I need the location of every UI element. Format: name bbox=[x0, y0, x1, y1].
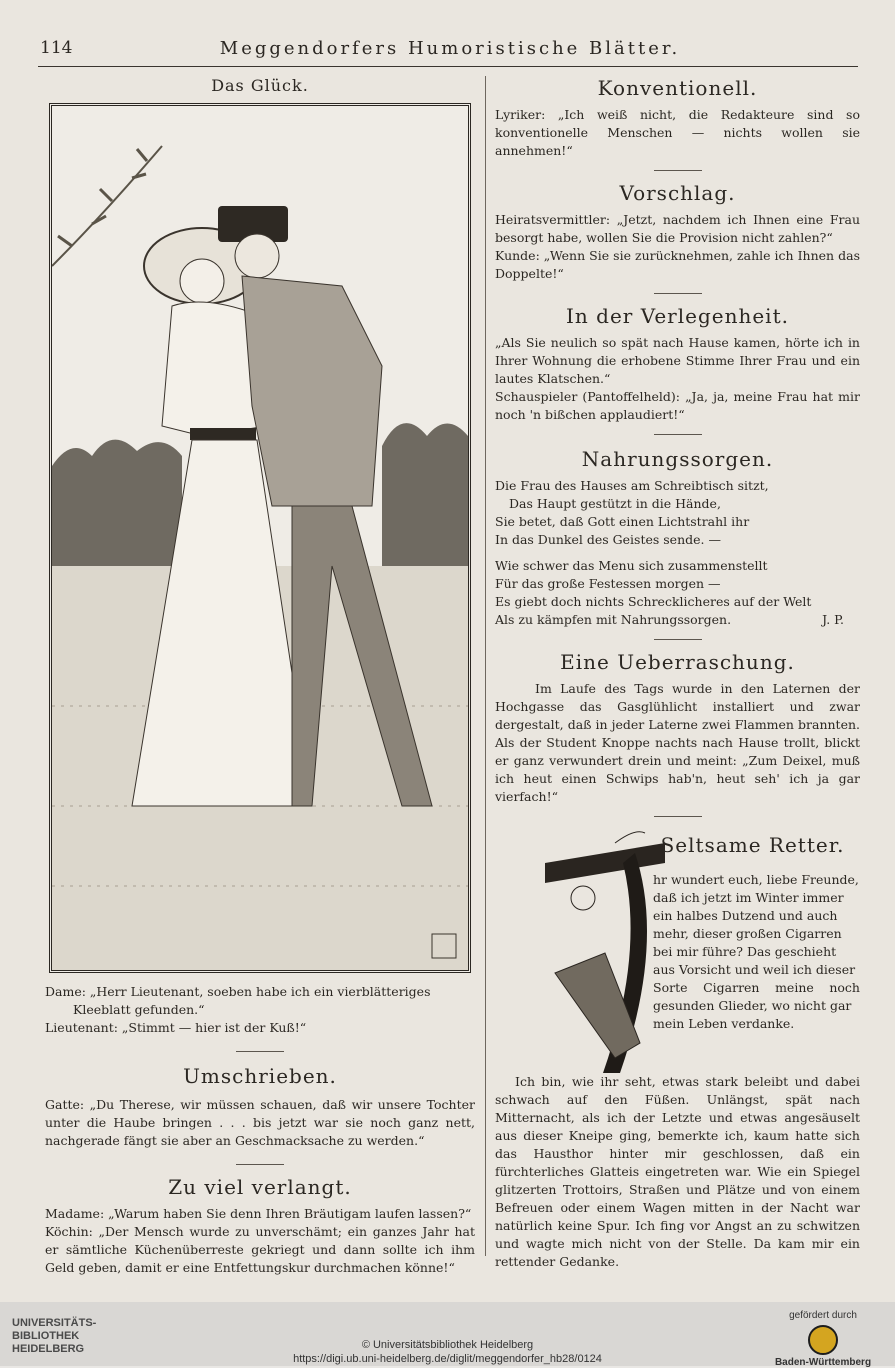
vorschlag-vermittler: Heiratsvermittler: „Jetzt, nachdem ich Ihnen eine Frau besorgt habe, wollen Sie die Provision nicht zahlen?“ bbox=[495, 212, 860, 245]
retter-text: Ich bin, wie ihr seht, etwas stark beleibt und dabei schwach auf den Füßen. Unlängst, spät nach Mitternacht, als ich der Letzte und etwas angesäuselt aus dieser Kneipe ging, bemerkte ich, kaum hatte sich das Hausthor hinter mir geschlossen, daß ein fürchterliches Glatteis eingetreten war. Wie ein Spiegel glitzerten Trottoirs, Straßen und Plätze und von einem Befreuen oder einem Wagen mitten in der Nacht war natürlich keine Spur. Ich fing vor Angst an zu schwitzen und wagte mich nicht von der Stelle. Da kam mir ein rettender Gedanke. bbox=[495, 1074, 860, 1269]
coat-of-arms-icon bbox=[808, 1325, 838, 1355]
verlangt-madame: Madame: „Warum haben Sie denn Ihren Bräutigam laufen lassen?“ bbox=[45, 1206, 472, 1221]
journal-title: Meggendorfers Humoristische Blätter. bbox=[219, 38, 681, 59]
couple-illustration bbox=[52, 106, 468, 970]
poem-line: Als zu kämpfen mit Nahrungssorgen. bbox=[495, 612, 732, 627]
column-divider bbox=[485, 76, 486, 1256]
retter-title: Seltsame Retter. bbox=[660, 833, 845, 857]
page-header bbox=[40, 38, 860, 62]
nahrung-title: Nahrungssorgen. bbox=[581, 447, 774, 471]
caption-dame: Dame: „Herr Lieutenant, soeben habe ich ein vierblätteriges bbox=[45, 984, 431, 999]
poem-line: Wie schwer das Menu sich zusammenstellt bbox=[495, 558, 768, 573]
kiss-illustration bbox=[49, 103, 471, 973]
verlangt-title: Zu viel verlangt. bbox=[168, 1175, 352, 1199]
poem-signature: J. P. bbox=[822, 612, 844, 627]
retter-line: Sorte Cigarren meine noch gesunden Glieder, wo nicht gar bbox=[653, 980, 860, 1013]
retter-line: daß ich jetzt im Winter immer bbox=[653, 890, 844, 905]
caption-lieutenant: Lieutenant: „Stimmt — hier ist der Kuß!“ bbox=[45, 1020, 307, 1035]
konv-title: Konventionell. bbox=[597, 76, 758, 100]
vorschlag-kunde: Kunde: „Wenn Sie sie zurücknehmen, zahle ich Ihnen das Doppelte!“ bbox=[495, 248, 860, 281]
copyright-text: © Universitätsbibliothek Heidelberg bbox=[361, 1339, 534, 1351]
source-url[interactable]: https://digi.ub.uni-heidelberg.de/diglit/meggendorfer_hb28/0124 bbox=[293, 1353, 602, 1365]
ueber-title: Eine Ueberraschung. bbox=[560, 650, 795, 674]
footer-copyright bbox=[0, 1338, 895, 1366]
umschrieben-text: Gatte: „Du Therese, wir müssen schauen, daß wir unsere Tochter unter die Haube bringen . . . bis jetzt war sie noch ganz nett, nachgerade fängt sie aber an Geschmacksache zu werden.“ bbox=[45, 1097, 475, 1148]
vorschlag-title: Vorschlag. bbox=[619, 181, 736, 205]
retter-line: bei mir führe? Das geschieht bbox=[653, 944, 837, 959]
retter-block bbox=[495, 823, 860, 1073]
verlegen-text-2: Schauspieler (Pantoffelheld): „Ja, ja, meine Frau hat mir noch 'n bißchen applaudiert!“ bbox=[495, 389, 860, 422]
verlegen-text-1: „Als Sie neulich so spät nach Hause kamen, hörte ich in Ihrer Wohnung die erhobene Stimme Ihrer Frau und ein lautes Klatschen.“ bbox=[495, 335, 860, 386]
glueck-title: Das Glück. bbox=[211, 76, 309, 95]
retter-wrap-text bbox=[653, 871, 860, 1033]
state-text: Baden-Württemberg bbox=[774, 1357, 872, 1368]
retter-line: mein Leben verdanke. bbox=[653, 1016, 795, 1031]
right-column bbox=[495, 76, 860, 1271]
footer-bar bbox=[0, 1302, 895, 1366]
funded-text: gefördert durch bbox=[789, 1310, 857, 1321]
umschrieben-title: Umschrieben. bbox=[183, 1064, 337, 1088]
verlegen-title: In der Verlegenheit. bbox=[566, 304, 789, 328]
header-rule bbox=[38, 66, 858, 67]
caption-dame-cont: Kleeblatt gefunden.“ bbox=[73, 1002, 205, 1017]
page-number: 114 bbox=[40, 38, 73, 58]
retter-line: mehr, dieser großen Cigarren bbox=[653, 926, 842, 941]
ueber-text: Im Laufe des Tags wurde in den Laternen der Hochgasse das Gasglühlicht installiert und zwar dergestalt, daß in jeder Laterne zwei Flammen brannten. Als der Student Knoppe nachts nach Hause trollt, blickt er ganz verwundert drein und meint: „Zum Deixel, muß ich heut einen Schwips hab'n, heut seh' ich ja gar vierfach!“ bbox=[495, 681, 860, 804]
poem-line: Die Frau des Hauses am Schreibtisch sitzt, bbox=[495, 478, 769, 493]
nahrung-poem bbox=[495, 477, 860, 629]
left-column bbox=[45, 76, 475, 1277]
poem-line: Es giebt doch nichts Schrecklicheres auf der Welt bbox=[495, 594, 812, 609]
konv-text: Lyriker: „Ich weiß nicht, die Redakteure sind so konventionelle Menschen — nichts wollen sie annehmen!“ bbox=[495, 107, 860, 158]
retter-line: hr wundert euch, liebe Freunde, bbox=[653, 872, 859, 887]
library-logo-text: UNIVERSITÄTS- BIBLIOTHEK HEIDELBERG bbox=[12, 1317, 97, 1355]
poem-line: Für das große Festessen morgen — bbox=[495, 576, 721, 591]
funding-logo bbox=[763, 1310, 883, 1368]
poem-line: In das Dunkel des Geistes sende. — bbox=[495, 532, 721, 547]
retter-line: ein halbes Dutzend und auch bbox=[653, 908, 838, 923]
poem-line: Das Haupt gestützt in die Hände, bbox=[509, 496, 721, 511]
verlangt-koechin: Köchin: „Der Mensch wurde zu unverschämt; ein ganzes Jahr hat er sämtliche Küchenüberreste gekriegt und dann sollte ich ihm Geld geben, damit er eine Entfettungskur durchmachen könne!“ bbox=[45, 1224, 475, 1275]
retter-line: aus Vorsicht und weil ich dieser bbox=[653, 962, 856, 977]
poem-line: Sie betet, daß Gott einen Lichtstrahl ihr bbox=[495, 514, 750, 529]
